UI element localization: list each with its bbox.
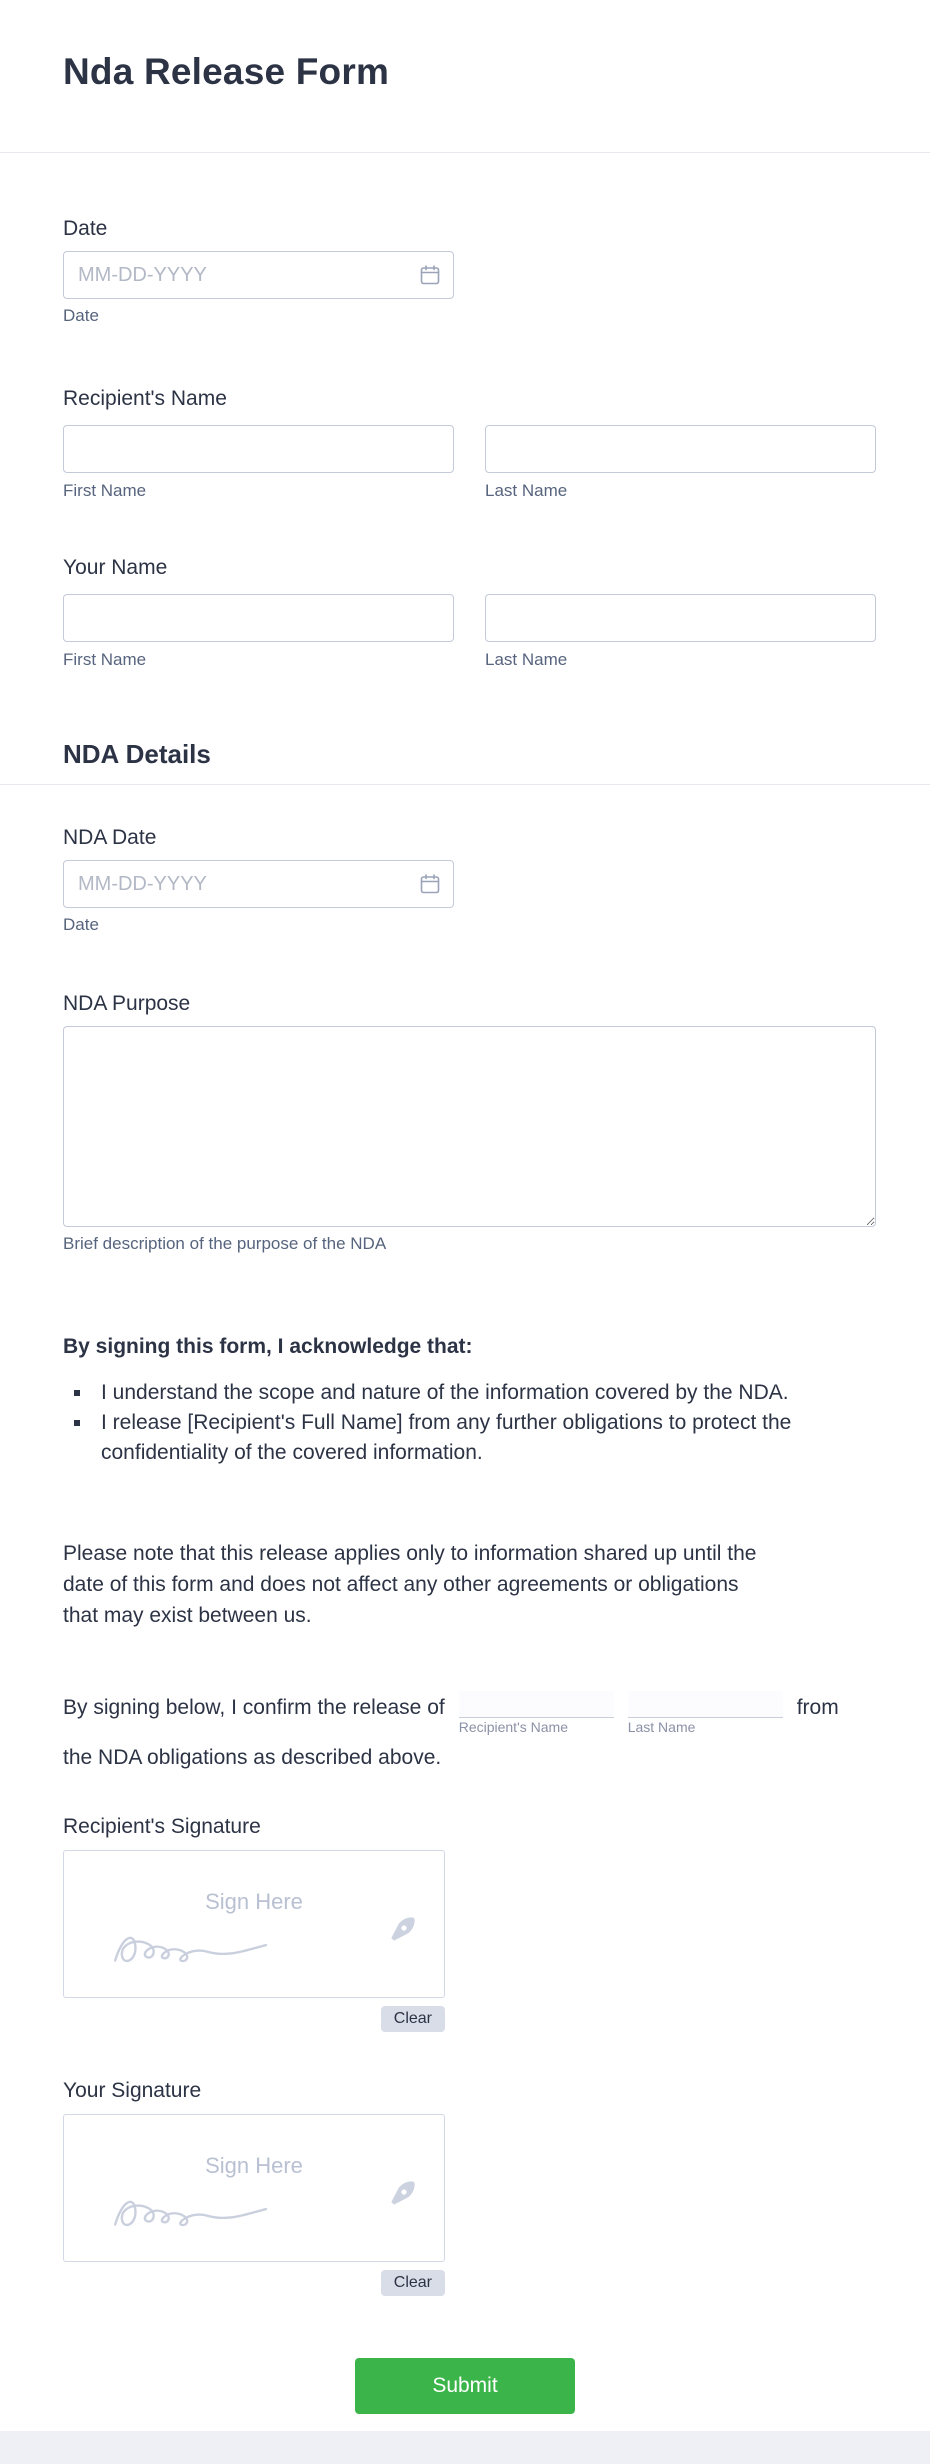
recipient-signature-pad[interactable] (63, 1850, 445, 1998)
recipient-name-row (63, 425, 876, 499)
recipient-first-sublabel: First Name (63, 481, 147, 500)
nda-date-input-wrap (63, 860, 454, 908)
your-clear-row (63, 2270, 445, 2296)
sign-here-text: Sign Here (205, 2153, 303, 2178)
confirmation-connector: from (796, 1696, 839, 1719)
calendar-icon[interactable] (418, 263, 442, 287)
recipient-clear-row (63, 2006, 445, 2032)
recipient-first-name-input[interactable] (63, 425, 454, 473)
pen-nib-icon (386, 2178, 418, 2215)
field-recipient-name (0, 386, 930, 499)
nda-date-sublabel: Date (63, 915, 99, 934)
confirmation-block (0, 1691, 930, 1774)
sign-here-text: Sign Here (205, 1889, 303, 1914)
confirmation-line2: the NDA obligations as described above. (63, 1746, 442, 1769)
recipient-last-name-input[interactable] (485, 425, 876, 473)
your-signature-label: Your Signature (63, 2079, 202, 2102)
nda-purpose-label: NDA Purpose (63, 992, 191, 1015)
confirmation-blank2-col (628, 1691, 783, 1735)
confirmation-recipient-name-input[interactable] (459, 1691, 614, 1718)
your-name-label: Your Name (63, 556, 168, 579)
your-last-col (485, 594, 876, 668)
confirmation-row (63, 1691, 876, 1735)
your-first-name-input[interactable] (63, 594, 454, 642)
clear-button[interactable]: Clear (381, 2270, 445, 2296)
your-name-row (63, 594, 876, 668)
submit-area (0, 2358, 930, 2431)
date-sublabel: Date (63, 306, 99, 325)
confirmation-blank1-col (459, 1691, 614, 1735)
your-last-sublabel: Last Name (485, 650, 568, 669)
acknowledgement-heading: By signing this form, I acknowledge that: (63, 1335, 473, 1358)
field-nda-date (0, 825, 930, 933)
field-your-signature (0, 2078, 930, 2296)
recipient-first-col (63, 425, 454, 499)
field-date (0, 216, 930, 324)
form-header (0, 0, 930, 153)
nda-details-heading-wrap (0, 738, 930, 785)
recipient-name-label: Recipient's Name (63, 387, 227, 410)
acknowledgement-block (0, 1332, 930, 1468)
confirmation-blank1-sublabel: Recipient's Name (458, 1719, 568, 1735)
signature-squiggle-icon (84, 1918, 299, 1981)
footer-strip (0, 2431, 930, 2464)
release-note-paragraph: Please note that this release applies only to information shared up until the date of this form and does not affect any other agreements or obligations that may exist between us. (63, 1542, 757, 1627)
nda-details-heading: NDA Details (63, 739, 211, 769)
field-nda-purpose (0, 991, 930, 1252)
confirmation-blank2-sublabel: Last Name (627, 1719, 696, 1735)
recipient-signature-label: Recipient's Signature (63, 1815, 261, 1838)
calendar-icon[interactable] (418, 872, 442, 896)
nda-date-input[interactable] (63, 860, 454, 908)
signature-squiggle-icon (84, 2182, 299, 2245)
pen-nib-icon (386, 1914, 418, 1951)
date-input[interactable] (63, 251, 454, 299)
page-title: Nda Release Form (63, 51, 390, 92)
your-first-sublabel: First Name (63, 650, 147, 669)
your-last-name-input[interactable] (485, 594, 876, 642)
acknowledgement-item: ▪ I release [Recipient's Full Name] from any further obligations to protect the confidentiality of the covered information. (93, 1408, 876, 1468)
acknowledgement-item: ▪ I understand the scope and nature of the information covered by the NDA. (93, 1378, 876, 1408)
recipient-last-sublabel: Last Name (485, 481, 568, 500)
acknowledgement-list (63, 1378, 876, 1468)
field-recipient-signature (0, 1814, 930, 2032)
nda-date-label: NDA Date (63, 826, 157, 849)
your-first-col (63, 594, 454, 668)
nda-purpose-sublabel: Brief description of the purpose of the NDA (63, 1234, 387, 1253)
your-signature-pad[interactable] (63, 2114, 445, 2262)
recipient-last-col (485, 425, 876, 499)
confirmation-prefix: By signing below, I confirm the release of (63, 1696, 445, 1719)
submit-button[interactable]: Submit (355, 2358, 575, 2414)
confirmation-last-name-input[interactable] (628, 1691, 783, 1718)
date-input-wrap (63, 251, 454, 299)
date-label: Date (63, 217, 108, 240)
nda-purpose-textarea[interactable] (63, 1026, 876, 1227)
field-your-name (0, 555, 930, 668)
clear-button[interactable]: Clear (381, 2006, 445, 2032)
